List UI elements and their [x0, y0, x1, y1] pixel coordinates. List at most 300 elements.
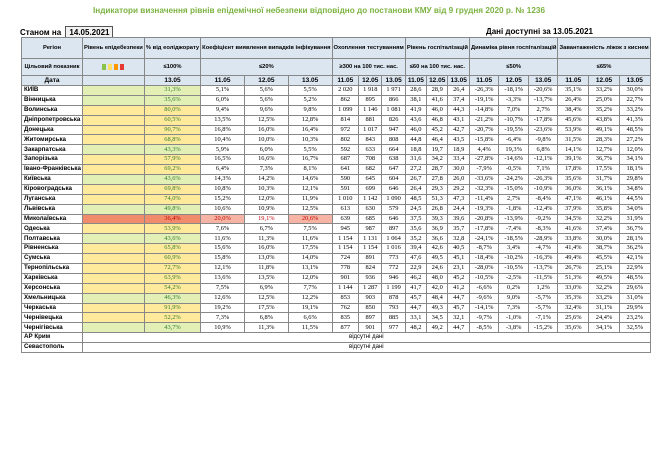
table-row	[22, 165, 651, 175]
value-cell: -13,7%	[528, 264, 558, 274]
table-row	[22, 333, 651, 343]
level-indicator	[82, 283, 144, 293]
value-cell: 9,0%	[499, 293, 529, 303]
value-cell: 43,6	[405, 115, 426, 125]
value-cell: 42,7	[448, 125, 470, 135]
value-cell: 853	[332, 293, 359, 303]
value-cell: 39,6	[448, 214, 470, 224]
value-cell: 877	[332, 323, 359, 333]
value-cell: 35,7	[448, 224, 470, 234]
value-cell: 29,6%	[619, 283, 650, 293]
region-name: Хмельницька	[22, 293, 83, 303]
value-cell: 6,8%	[528, 145, 558, 155]
value-cell: 16,8%	[201, 125, 245, 135]
value-cell: 36,1%	[589, 184, 620, 194]
value-cell: -6,6%	[469, 283, 499, 293]
value-cell: 6,7%	[244, 224, 288, 234]
region-name: Львівська	[22, 204, 83, 214]
value-cell: 12,1%	[288, 184, 332, 194]
region-name: Севастополь	[22, 343, 83, 353]
value-cell: 685	[359, 214, 382, 224]
level-indicator	[82, 254, 144, 264]
value-cell: 13,0%	[244, 254, 288, 264]
value-cell: 7,3%	[244, 165, 288, 175]
region-name: Запорізька	[22, 155, 83, 165]
value-cell: 12,5%	[288, 204, 332, 214]
value-cell: -10,7%	[499, 115, 529, 125]
no-data-cell: відсутні дані	[82, 343, 650, 353]
value-cell: 936	[359, 273, 382, 283]
value-cell: 808	[382, 135, 405, 145]
header-coeff: Коефіцієнт виявлення випадків інфікування	[201, 38, 332, 59]
value-cell: 897	[382, 224, 405, 234]
value-cell: -18,5%	[499, 234, 529, 244]
value-cell: 14,3%	[201, 175, 245, 185]
date-header: 12.05	[499, 76, 529, 86]
table-row	[22, 273, 651, 283]
header-hosp: Рівень госпіталізацій	[405, 38, 469, 59]
value-cell: 28,6	[405, 86, 426, 96]
value-cell: 3,4%	[499, 244, 529, 254]
value-cell: 34,5%	[558, 214, 589, 224]
value-cell: 44,7	[448, 323, 470, 333]
level-indicator	[82, 115, 144, 125]
value-cell: -10,5%	[499, 264, 529, 274]
value-cell: 31,3%	[144, 86, 200, 96]
value-cell: 34,8%	[619, 184, 650, 194]
value-cell: 42,0	[426, 283, 447, 293]
date-header: 11.05	[405, 76, 426, 86]
data-available-note: Дані доступні за 13.05.2021	[486, 27, 593, 36]
level-indicator	[82, 303, 144, 313]
region-name: Донецька	[22, 125, 83, 135]
value-cell: 43,6%	[144, 234, 200, 244]
value-cell: -6,4%	[499, 135, 529, 145]
value-cell: 17,5%	[244, 303, 288, 313]
value-cell: 32,8	[448, 234, 470, 244]
value-cell: 45,7	[405, 293, 426, 303]
value-cell: 977	[382, 323, 405, 333]
value-cell: 1 016	[382, 244, 405, 254]
table-row	[22, 323, 651, 333]
value-cell: 835	[332, 313, 359, 323]
value-cell: 28,9	[426, 86, 447, 96]
value-cell: 946	[382, 273, 405, 283]
value-cell: 895	[359, 95, 382, 105]
value-cell: 633	[359, 145, 382, 155]
table-row	[22, 95, 651, 105]
value-cell: 36,7%	[619, 224, 650, 234]
value-cell: 41,2	[448, 283, 470, 293]
region-name: Одеська	[22, 224, 83, 234]
value-cell: 1 010	[332, 194, 359, 204]
value-cell: 51,3%	[558, 273, 589, 283]
value-cell: 12,8%	[288, 115, 332, 125]
value-cell: 1 154	[332, 244, 359, 254]
value-cell: 34,2	[426, 155, 447, 165]
value-cell: 31,5%	[558, 135, 589, 145]
value-cell: 7,0%	[499, 105, 529, 115]
value-cell: 647	[382, 165, 405, 175]
table-row	[22, 155, 651, 165]
value-cell: 33,8%	[558, 234, 589, 244]
table-row	[22, 313, 651, 323]
value-cell: 802	[332, 135, 359, 145]
value-cell: 26,7%	[558, 264, 589, 274]
value-cell: 72,7%	[144, 264, 200, 274]
table-row	[22, 86, 651, 96]
value-cell: 46,0	[405, 125, 426, 135]
date-header: 13.05	[619, 76, 650, 86]
legend-swatch	[102, 64, 106, 70]
table-row	[22, 105, 651, 115]
value-cell: -1,8%	[499, 204, 529, 214]
value-cell: 5,2%	[288, 95, 332, 105]
value-cell: -20,8%	[469, 214, 499, 224]
value-cell: 1 131	[359, 234, 382, 244]
date-header: 11.05	[558, 76, 589, 86]
value-cell: 30,0%	[589, 234, 620, 244]
value-cell: 1 287	[359, 283, 382, 293]
date-header: 11.05	[201, 76, 245, 86]
header-dynamics: Динаміка рівня госпіталізацій	[469, 38, 558, 59]
value-cell: 33,1	[405, 313, 426, 323]
value-cell: -10,2%	[499, 254, 529, 264]
region-name: Житомирська	[22, 135, 83, 145]
value-cell: 31,9%	[619, 214, 650, 224]
table-row	[22, 175, 651, 185]
region-name: Полтавська	[22, 234, 83, 244]
value-cell: 41,3%	[619, 115, 650, 125]
value-cell: 843	[359, 135, 382, 145]
value-cell: 23,1	[448, 264, 470, 274]
value-cell: 1 090	[382, 194, 405, 204]
value-cell: 26,4%	[558, 95, 589, 105]
value-cell: -5,7%	[528, 303, 558, 313]
value-cell: 708	[359, 155, 382, 165]
value-cell: -11,5%	[528, 273, 558, 283]
table-row	[22, 283, 651, 293]
value-cell: 1 144	[332, 283, 359, 293]
value-cell: 762	[332, 303, 359, 313]
value-cell: 90,7%	[144, 125, 200, 135]
table-row	[22, 244, 651, 254]
value-cell: 48,4	[426, 293, 447, 303]
date-header: 12.05	[426, 76, 447, 86]
value-cell: 45,6%	[558, 115, 589, 125]
value-cell: 43,8%	[589, 115, 620, 125]
level-indicator	[82, 214, 144, 224]
legend-swatch	[114, 64, 118, 70]
value-cell: 6,4%	[201, 165, 245, 175]
value-cell: 16,7%	[288, 155, 332, 165]
level-indicator	[82, 155, 144, 165]
value-cell: 19,1%	[244, 214, 288, 224]
value-cell: -26,3%	[469, 86, 499, 96]
value-cell: -15,0%	[499, 184, 529, 194]
value-cell: 34,5	[426, 313, 447, 323]
level-indicator	[82, 313, 144, 323]
value-cell: 945	[332, 224, 359, 234]
value-cell: 885	[382, 313, 405, 323]
header-beds: Завантаженість ліжок з киснем	[558, 38, 650, 59]
level-indicator	[82, 145, 144, 155]
date-empty-cell	[82, 76, 144, 86]
target-coeff: ≤20%	[201, 59, 332, 76]
value-cell: 590	[332, 175, 359, 185]
value-cell: -8,5%	[469, 323, 499, 333]
value-cell: 1 971	[382, 86, 405, 96]
value-cell: 24,4%	[589, 313, 620, 323]
value-cell: -14,8%	[469, 105, 499, 115]
value-cell: 7,5%	[201, 283, 245, 293]
value-cell: 12,0%	[619, 145, 650, 155]
value-cell: 48,5%	[619, 273, 650, 283]
value-cell: 33,2%	[589, 86, 620, 96]
value-cell: 49,3	[426, 303, 447, 313]
value-cell: 42,6	[426, 244, 447, 254]
value-cell: 5,1%	[201, 86, 245, 96]
date-header: 13.05	[144, 76, 200, 86]
value-cell: 11,9%	[288, 194, 332, 204]
value-cell: -24,1%	[469, 234, 499, 244]
value-cell: 18,8	[405, 145, 426, 155]
value-cell: 91,9%	[144, 303, 200, 313]
value-cell: 29,3	[426, 184, 447, 194]
value-cell: -1,0%	[499, 313, 529, 323]
value-cell: 35,1%	[558, 86, 589, 96]
value-cell: 11,8%	[244, 264, 288, 274]
region-name: Херсонська	[22, 283, 83, 293]
value-cell: -27,8%	[469, 155, 499, 165]
value-cell: 5,5%	[288, 86, 332, 96]
value-cell: -19,5%	[499, 125, 529, 135]
value-cell: 46,1%	[589, 194, 620, 204]
value-cell: 9,8%	[288, 105, 332, 115]
value-cell: 52,2%	[144, 313, 200, 323]
no-data-cell: відсутні дані	[82, 333, 650, 343]
value-cell: 850	[359, 303, 382, 313]
value-cell: -9,6%	[469, 293, 499, 303]
value-cell: 45,2	[448, 273, 470, 283]
value-cell: 41,6	[426, 95, 447, 105]
value-cell: -18,4%	[469, 254, 499, 264]
value-cell: -33,6%	[469, 175, 499, 185]
value-cell: 881	[359, 115, 382, 125]
value-cell: 35,6%	[558, 175, 589, 185]
table-row	[22, 343, 651, 353]
value-cell: 972	[332, 125, 359, 135]
value-cell: 34,0%	[619, 204, 650, 214]
date-header: 12.05	[589, 76, 620, 86]
value-cell: -28,9%	[528, 234, 558, 244]
value-cell: 16,6%	[244, 155, 288, 165]
value-cell: 44,8	[405, 135, 426, 145]
value-cell: 772	[382, 264, 405, 274]
value-cell: 36,7%	[589, 155, 620, 165]
status-date	[20, 26, 113, 37]
date-header: 11.05	[332, 76, 359, 86]
date-header: 13.05	[448, 76, 470, 86]
region-name: Закарпатська	[22, 145, 83, 155]
status-date-value: 14.05.2021	[65, 26, 113, 39]
value-cell: -21,2%	[469, 115, 499, 125]
value-cell: 43,5	[448, 135, 470, 145]
value-cell: 10,9%	[201, 323, 245, 333]
table-row	[22, 145, 651, 155]
value-cell: 24,4	[448, 204, 470, 214]
target-testing: ≥300 на 100 тис. нас.	[332, 59, 405, 76]
value-cell: 46,4	[426, 135, 447, 145]
value-cell: 10,3%	[288, 135, 332, 145]
region-name: Кіровоградська	[22, 184, 83, 194]
value-cell: 26,4	[448, 86, 470, 96]
value-cell: 53,9%	[144, 224, 200, 234]
level-indicator	[82, 293, 144, 303]
value-cell: 32,2%	[589, 283, 620, 293]
value-cell: 46,0	[426, 105, 447, 115]
region-name: Черкаська	[22, 303, 83, 313]
value-cell: -3,3%	[499, 95, 529, 105]
status-date-label: Станом на	[20, 28, 62, 37]
level-indicator	[82, 194, 144, 204]
level-indicator	[82, 204, 144, 214]
value-cell: 44,3	[448, 105, 470, 115]
value-cell: 44,5%	[619, 194, 650, 204]
value-cell: 630	[359, 204, 382, 214]
value-cell: 12,5%	[244, 293, 288, 303]
value-cell: 49,2	[426, 323, 447, 333]
level-indicator	[82, 244, 144, 254]
value-cell: 1 918	[359, 86, 382, 96]
value-cell: 11,3%	[244, 234, 288, 244]
level-indicator	[82, 273, 144, 283]
value-cell: -24,2%	[499, 175, 529, 185]
value-cell: 31,1%	[589, 303, 620, 313]
region-name: АР Крим	[22, 333, 83, 343]
value-cell: 45,5%	[589, 254, 620, 264]
region-name: Миколаївська	[22, 214, 83, 224]
value-cell: 44,7	[405, 303, 426, 313]
date-header: 13.05	[528, 76, 558, 86]
region-name: Чернігівська	[22, 323, 83, 333]
value-cell: 1 154	[359, 244, 382, 254]
value-cell: 1 142	[359, 194, 382, 204]
value-cell: 25,1%	[589, 264, 620, 274]
value-cell: 604	[382, 175, 405, 185]
value-cell: 16,4%	[288, 125, 332, 135]
value-cell: 74,0%	[144, 194, 200, 204]
table-row	[22, 264, 651, 274]
value-cell: -32,3%	[469, 184, 499, 194]
value-cell: 35,6%	[144, 95, 200, 105]
value-cell: 7,6%	[201, 224, 245, 234]
value-cell: 901	[332, 273, 359, 283]
value-cell: 7,3%	[499, 303, 529, 313]
value-cell: 10,9%	[244, 204, 288, 214]
value-cell: 60,5%	[144, 115, 200, 125]
value-cell: 40,5	[448, 244, 470, 254]
value-cell: -19,1%	[469, 95, 499, 105]
region-name: Рівненська	[22, 244, 83, 254]
value-cell: 16,5%	[201, 155, 245, 165]
level-indicator	[82, 234, 144, 244]
value-cell: 35,8%	[589, 204, 620, 214]
value-cell: 14,2%	[244, 175, 288, 185]
value-cell: 1 154	[332, 234, 359, 244]
value-cell: -7,4%	[499, 224, 529, 234]
table-row	[22, 194, 651, 204]
value-cell: -26,3%	[528, 175, 558, 185]
value-cell: 33,2%	[619, 105, 650, 115]
level-indicator	[82, 165, 144, 175]
target-dynamics: ≤50%	[469, 59, 558, 76]
value-cell: -8,3%	[528, 224, 558, 234]
value-cell: 13,1%	[288, 264, 332, 274]
value-cell: 32,1	[448, 313, 470, 323]
value-cell: 49,8%	[144, 204, 200, 214]
date-header: 12.05	[359, 76, 382, 86]
value-cell: 22,7%	[619, 95, 650, 105]
value-cell: 9,6%	[244, 105, 288, 115]
value-cell: 724	[332, 254, 359, 264]
value-cell: 1 146	[359, 105, 382, 115]
level-indicator	[82, 224, 144, 234]
value-cell: 28,3%	[589, 135, 620, 145]
value-cell: 613	[332, 204, 359, 214]
value-cell: 10,0%	[244, 135, 288, 145]
value-cell: -2,5%	[499, 273, 529, 283]
value-cell: 37,4	[448, 95, 470, 105]
target-occupancy: ≤100%	[144, 59, 200, 76]
value-cell: 48,5%	[619, 125, 650, 135]
value-cell: 5,5%	[288, 145, 332, 155]
value-cell: 4,4%	[469, 145, 499, 155]
value-cell: 26,8	[426, 204, 447, 214]
value-cell: 12,5%	[244, 115, 288, 125]
value-cell: 25,6%	[558, 313, 589, 323]
value-cell: 19,1%	[288, 303, 332, 313]
value-cell: 1 199	[382, 283, 405, 293]
region-name: Харківська	[22, 273, 83, 283]
value-cell: 38,1	[405, 95, 426, 105]
value-cell: 38,4%	[558, 105, 589, 115]
value-cell: 49,1%	[589, 125, 620, 135]
value-cell: 20,0%	[201, 214, 245, 224]
value-cell: 28,7	[426, 165, 447, 175]
value-cell: -17,8%	[469, 224, 499, 234]
value-cell: 57,9%	[144, 155, 200, 165]
value-cell: 37,5	[405, 214, 426, 224]
value-cell: 9,4%	[201, 105, 245, 115]
value-cell: 22,9	[405, 264, 426, 274]
value-cell: 878	[382, 293, 405, 303]
value-cell: 32,5%	[619, 323, 650, 333]
value-cell: 48,2	[405, 323, 426, 333]
value-cell: -28,0%	[469, 264, 499, 274]
value-cell: 63,9%	[144, 273, 200, 283]
value-cell: 1 017	[359, 125, 382, 135]
value-cell: 33,0%	[558, 283, 589, 293]
value-cell: 1 099	[332, 105, 359, 115]
value-cell: 10,3%	[244, 184, 288, 194]
value-cell: 18,1%	[619, 165, 650, 175]
value-cell: 26,0	[448, 175, 470, 185]
value-cell: 2,7%	[499, 194, 529, 204]
value-cell: 639	[332, 214, 359, 224]
level-indicator	[82, 175, 144, 185]
value-cell: 41,9	[405, 105, 426, 115]
